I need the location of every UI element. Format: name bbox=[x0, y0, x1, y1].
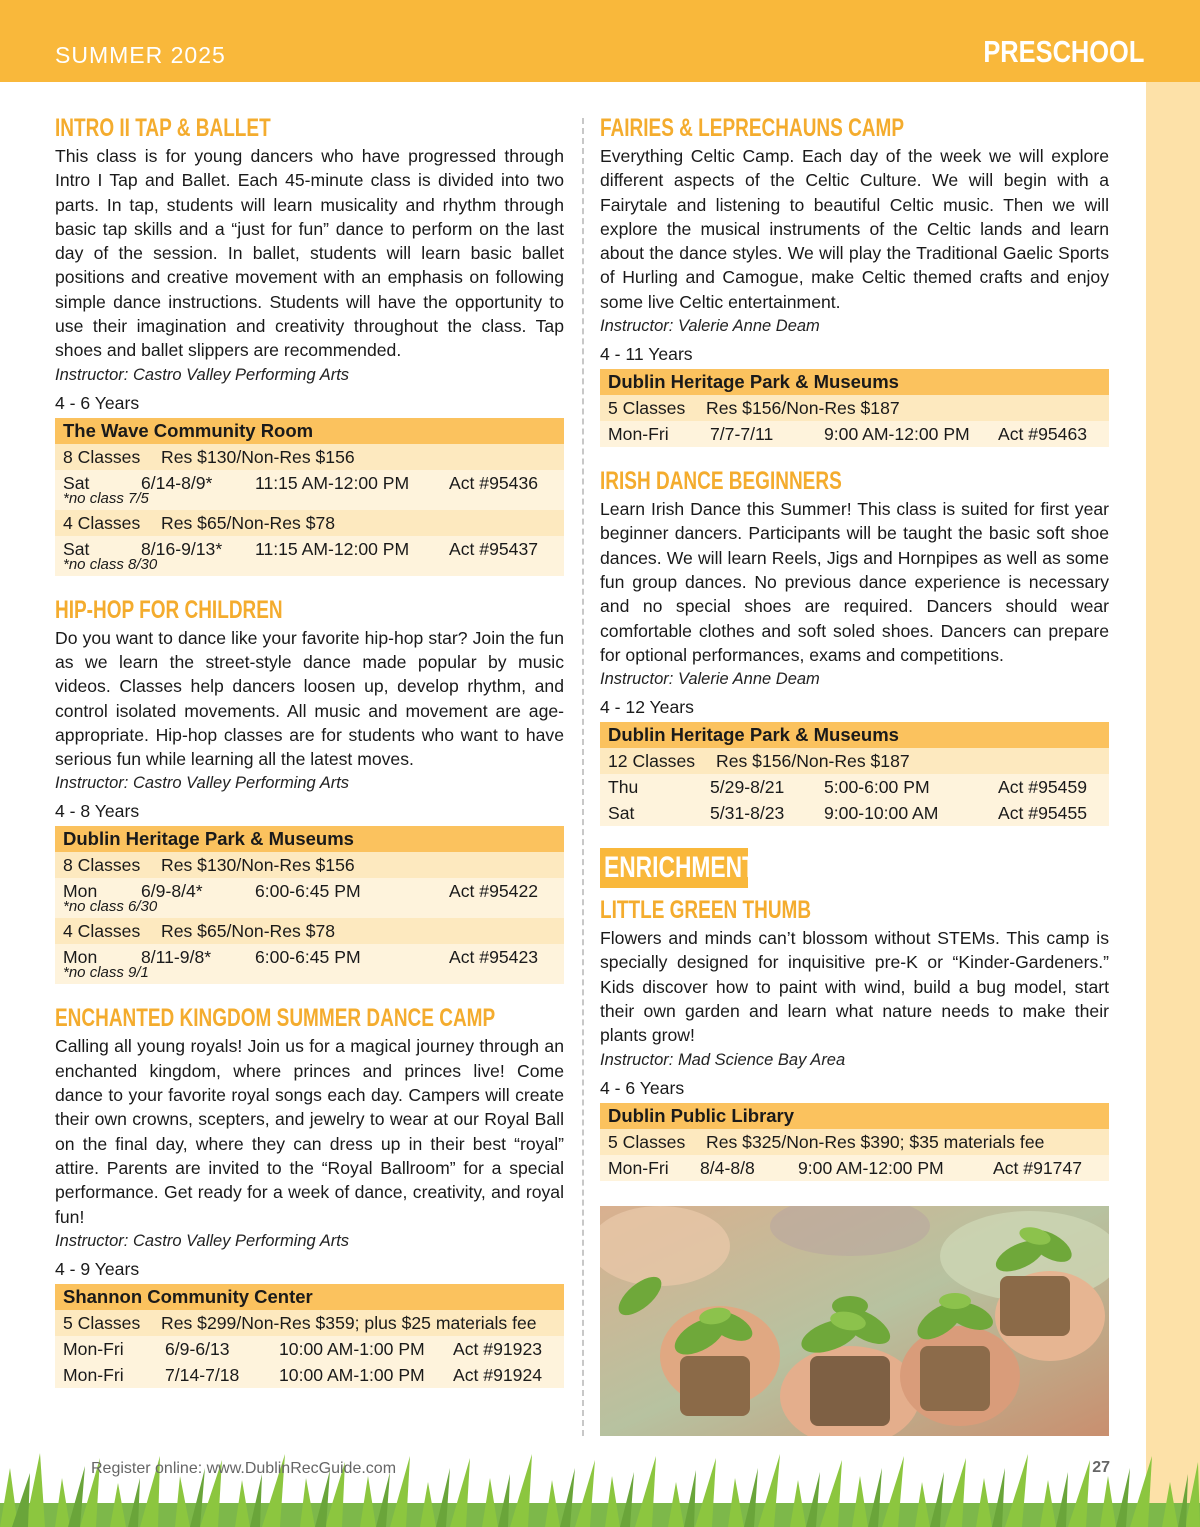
schedule-table bbox=[55, 418, 564, 576]
class-description: This class is for young dancers who have progressed through Intro I Tap and Ballet. Each 45-minute class is divided into two parts. In tap, students will learn musicality and rhythm through basic tap skills and a “just for fun” dance to perform on the last day of the session. In ballet, students will learn basic ballet positions and creative movement with an emphasis on following simple dance instructions. Students will have the opportunity to use their imagination and creativity throughout the class. Tap shoes and ballet slippers are recommended. bbox=[55, 146, 564, 361]
session-row bbox=[55, 1336, 564, 1362]
session-time: 9:00 AM-12:00 PM bbox=[798, 1157, 944, 1178]
price: Res $299/Non-Res $359; plus $25 materials fee bbox=[161, 1312, 537, 1333]
location-row: Dublin Heritage Park & Museums bbox=[55, 826, 564, 852]
class-count: 5 Classes bbox=[608, 398, 686, 419]
session-row bbox=[55, 944, 564, 970]
class-age-range: 4 - 6 Years bbox=[55, 392, 140, 413]
class-age-range: 4 - 8 Years bbox=[55, 801, 140, 822]
activity-number: Act #95437 bbox=[449, 538, 539, 559]
season-label: SUMMER 2025 bbox=[55, 42, 226, 68]
session-time: 6:00-6:45 PM bbox=[255, 881, 361, 902]
session-day: Mon-Fri bbox=[63, 1338, 124, 1359]
class-little-green-thumb bbox=[600, 894, 1109, 1180]
session-dates: 7/14-7/18 bbox=[165, 1364, 240, 1385]
activity-number: Act #95459 bbox=[998, 777, 1088, 798]
class-description: Do you want to dance like your favorite hip-hop star? Join the fun as we learn the street-style dance made popular by music videos. Classes help dancers loosen up, develop rhythm, and control isolated movements. All music and movement are age-appropriate. Hip-hop classes are for students who want to have serious fun while learning all the latest moves. bbox=[55, 627, 564, 770]
class-title: LITTLE GREEN THUMB bbox=[600, 896, 812, 925]
price-row bbox=[600, 395, 1109, 421]
class-description: Calling all young royals! Join us for a magical journey through an enchanted kingdom, where princes and princes live! Come dance to your favorite royal songs each day. Campers will create their own crowns, scepters, and jewelry to wear at our Royal Ball on the final day, where they can dress up in their best “royal” attire. Parents are invited to the “Royal Ballroom” for a special performance. Get ready for a week of dance, creativity, and royal fun! bbox=[55, 1036, 564, 1227]
session-time: 9:00-10:00 AM bbox=[824, 803, 939, 824]
location-row: The Wave Community Room bbox=[55, 418, 564, 444]
session-note: *no class 8/30 bbox=[63, 555, 158, 573]
session-row bbox=[600, 800, 1109, 826]
activity-number: Act #95436 bbox=[449, 472, 539, 493]
location-row: Dublin Heritage Park & Museums bbox=[600, 722, 1109, 748]
class-count: 4 Classes bbox=[63, 512, 141, 533]
schedule-table bbox=[600, 722, 1109, 826]
schedule-table bbox=[55, 1284, 564, 1388]
class-instructor: Instructor: Castro Valley Performing Arts bbox=[55, 1231, 350, 1250]
schedule-table bbox=[55, 826, 564, 984]
left-column bbox=[55, 112, 564, 1406]
session-day: Mon bbox=[63, 881, 98, 902]
session-time: 9:00 AM-12:00 PM bbox=[824, 424, 970, 445]
price: Res $325/Non-Res $390; $35 materials fee bbox=[706, 1131, 1045, 1152]
location-row: Shannon Community Center bbox=[55, 1284, 564, 1310]
session-dates: 8/11-9/8* bbox=[141, 947, 212, 968]
session-day: Mon-Fri bbox=[608, 1157, 669, 1178]
price-row bbox=[55, 852, 564, 878]
class-description: Flowers and minds can’t blossom without STEMs. This camp is specially designed for inquisitive pre-K or “Kinder-Gardeners.” Kids discover how to paint with wind, build a bug model, start their own garden and learn what nature needs to make their plants grow! bbox=[600, 928, 1109, 1046]
session-time: 6:00-6:45 PM bbox=[255, 947, 361, 968]
session-dates: 8/16-9/13* bbox=[141, 538, 223, 559]
register-online-link[interactable]: Register online: www.DublinRecGuide.com bbox=[91, 1460, 397, 1477]
session-time: 11:15 AM-12:00 PM bbox=[255, 472, 410, 493]
activity-number: Act #91924 bbox=[453, 1364, 543, 1385]
session-day: Mon bbox=[63, 947, 98, 968]
session-dates: 5/31-8/23 bbox=[710, 803, 785, 824]
seedlings-illustration bbox=[600, 1206, 1109, 1436]
session-note: *no class 9/1 bbox=[63, 964, 149, 982]
schedule-table bbox=[600, 369, 1109, 447]
class-title: FAIRIES & LEPRECHAUNS CAMP bbox=[600, 114, 905, 142]
session-day: Sat bbox=[63, 538, 90, 559]
activity-number: Act #95455 bbox=[998, 803, 1088, 824]
session-dates: 8/4-8/8 bbox=[700, 1157, 755, 1178]
class-instructor: Instructor: Valerie Anne Deam bbox=[600, 317, 820, 336]
session-day: Thu bbox=[608, 777, 639, 798]
class-title: ENCHANTED KINGDOM SUMMER DANCE CAMP bbox=[55, 1004, 496, 1033]
price: Res $156/Non-Res $187 bbox=[716, 751, 910, 772]
session-day: Sat bbox=[63, 472, 90, 493]
page-number: 27 bbox=[1092, 1459, 1110, 1476]
session-row bbox=[55, 470, 564, 496]
session-dates: 6/14-8/9* bbox=[141, 472, 213, 493]
class-enchanted-kingdom bbox=[55, 1002, 564, 1387]
price: Res $156/Non-Res $187 bbox=[706, 398, 900, 419]
session-row bbox=[55, 536, 564, 562]
class-description: Everything Celtic Camp. Each day of the week we will explore different aspects of the Celtic Culture. We will begin with a Fairytale and listening to beautiful Celtic music. Then we will explore the musical instruments of the Celtic lands and learn about the dance styles. We will play the Traditional Gaelic Sports of Hurling and Camogue, make Celtic themed crafts and enjoy some live Celtic entertainment. bbox=[600, 146, 1109, 312]
activity-number: Act #95423 bbox=[449, 947, 539, 968]
class-instructor: Instructor: Castro Valley Performing Arts bbox=[55, 365, 350, 384]
price-row bbox=[600, 1129, 1109, 1155]
class-count: 4 Classes bbox=[63, 921, 141, 942]
seedlings-photo bbox=[600, 1206, 1109, 1436]
price: Res $65/Non-Res $78 bbox=[161, 512, 336, 533]
header-bar bbox=[0, 0, 1200, 82]
session-time: 10:00 AM-1:00 PM bbox=[279, 1364, 425, 1385]
session-dates: 7/7-7/11 bbox=[710, 424, 774, 445]
class-count: 8 Classes bbox=[63, 855, 141, 876]
class-age-range: 4 - 6 Years bbox=[600, 1077, 685, 1098]
session-row bbox=[600, 421, 1109, 447]
activity-number: Act #95422 bbox=[449, 881, 539, 902]
class-description: Learn Irish Dance this Summer! This class is suited for first year beginner dancers. Participants will be taught the basic soft shoe dances. We will learn Reels, Jigs and Hornpipes as well as some fun group dances. No previous dance experience is necessary and no special shoes are required. Dancers should wear comfortable clothes and soft soled shoes. Dancers can prepare for optional performances, exams and competitions. bbox=[600, 499, 1109, 665]
session-row bbox=[600, 1155, 1109, 1181]
price-row bbox=[55, 918, 564, 944]
session-note: *no class 6/30 bbox=[63, 898, 158, 916]
price-row bbox=[55, 510, 564, 536]
class-count: 12 Classes bbox=[608, 751, 696, 772]
class-hip-hop bbox=[55, 594, 564, 985]
column-divider bbox=[582, 118, 584, 1436]
session-row bbox=[55, 1362, 564, 1388]
class-instructor: Instructor: Mad Science Bay Area bbox=[600, 1050, 846, 1069]
class-instructor: Instructor: Castro Valley Performing Arts bbox=[55, 774, 350, 793]
class-instructor: Instructor: Valerie Anne Deam bbox=[600, 670, 820, 689]
class-fairies-leprechauns bbox=[600, 112, 1109, 447]
session-time: 10:00 AM-1:00 PM bbox=[279, 1338, 425, 1359]
session-day: Sat bbox=[608, 803, 635, 824]
class-count: 8 Classes bbox=[63, 446, 141, 467]
session-time: 5:00-6:00 PM bbox=[824, 777, 930, 798]
class-title: IRISH DANCE BEGINNERS bbox=[600, 467, 842, 496]
side-strip bbox=[1146, 82, 1200, 1527]
session-day: Mon-Fri bbox=[608, 424, 669, 445]
session-dates: 5/29-8/21 bbox=[710, 777, 785, 798]
enrichment-banner bbox=[600, 848, 756, 888]
location-row: Dublin Heritage Park & Museums bbox=[600, 369, 1109, 395]
session-row bbox=[600, 774, 1109, 800]
class-title: HIP-HOP FOR CHILDREN bbox=[55, 595, 283, 624]
session-dates: 6/9-6/13 bbox=[165, 1338, 230, 1359]
class-age-range: 4 - 11 Years bbox=[600, 344, 693, 365]
class-count: 5 Classes bbox=[63, 1312, 141, 1333]
class-age-range: 4 - 9 Years bbox=[55, 1258, 140, 1279]
session-dates: 6/9-8/4* bbox=[141, 881, 203, 902]
session-note: *no class 7/5 bbox=[63, 489, 149, 507]
session-day: Mon-Fri bbox=[63, 1364, 124, 1385]
activity-number: Act #91923 bbox=[453, 1338, 543, 1359]
class-age-range: 4 - 12 Years bbox=[600, 697, 694, 718]
price-row bbox=[55, 1310, 564, 1336]
price: Res $130/Non-Res $156 bbox=[161, 446, 355, 467]
enrichment-heading: ENRICHMENT bbox=[604, 851, 756, 885]
price-row bbox=[600, 748, 1109, 774]
price-row bbox=[55, 444, 564, 470]
class-irish-dance bbox=[600, 465, 1109, 826]
class-title: INTRO II TAP & BALLET bbox=[55, 114, 271, 142]
session-row bbox=[55, 878, 564, 904]
activity-number: Act #95463 bbox=[998, 424, 1088, 445]
activity-number: Act #91747 bbox=[993, 1157, 1083, 1178]
class-count: 5 Classes bbox=[608, 1131, 686, 1152]
price: Res $130/Non-Res $156 bbox=[161, 855, 355, 876]
schedule-table bbox=[600, 1103, 1109, 1181]
location-row: Dublin Public Library bbox=[600, 1103, 1109, 1129]
session-time: 11:15 AM-12:00 PM bbox=[255, 538, 410, 559]
section-title: PRESCHOOL bbox=[982, 34, 1144, 69]
price: Res $65/Non-Res $78 bbox=[161, 921, 336, 942]
right-column bbox=[600, 112, 1109, 1199]
class-intro-tap-ballet bbox=[55, 112, 564, 576]
